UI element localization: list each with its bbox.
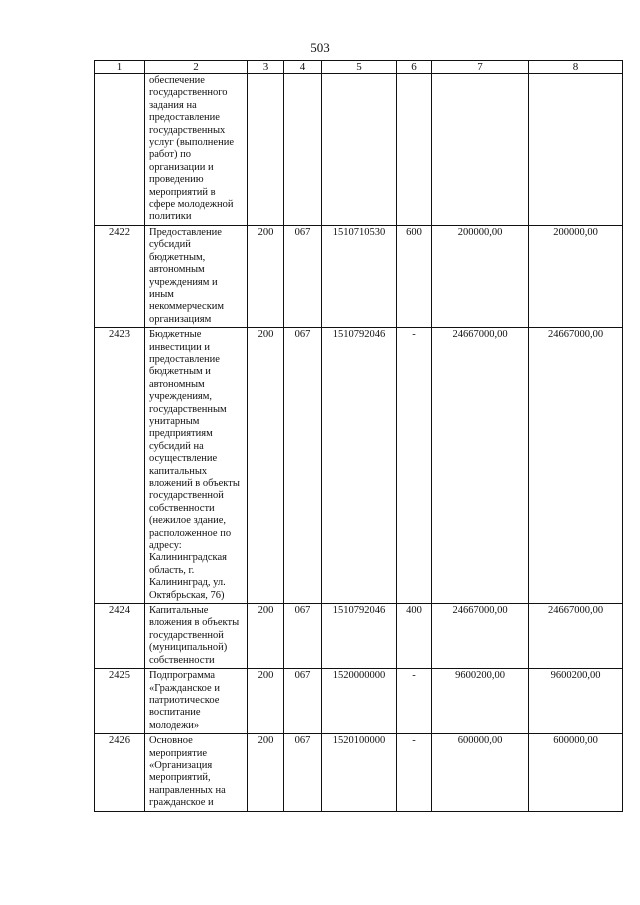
table-row <box>95 734 623 811</box>
amount-cell: 9600200,00 <box>432 669 529 734</box>
code-cell: 200 <box>248 669 284 734</box>
expense-type-cell: - <box>397 669 432 734</box>
column-header: 4 <box>284 61 322 74</box>
amount-cell <box>529 74 623 226</box>
row-name-cell: Бюджетные инвестиции и предоставление бюджетным и автономным учреждениям, государственным унитарным предприятиям субсидий на осуществление капитальных вложений в объекты государственной собственности (нежилое здание, расположенное по адресу: Калининградская область, г. Калининград, ул. Октябрьская, 76) <box>145 328 248 604</box>
amount-cell: 24667000,00 <box>529 604 623 669</box>
amount-cell: 24667000,00 <box>432 328 529 604</box>
amount-cell: 24667000,00 <box>529 328 623 604</box>
target-code-cell: 1520000000 <box>322 669 397 734</box>
code-cell: 200 <box>248 328 284 604</box>
budget-table <box>94 60 623 812</box>
table-row <box>95 669 623 734</box>
amount-cell: 24667000,00 <box>432 604 529 669</box>
code-cell: 200 <box>248 604 284 669</box>
row-number-cell: 2425 <box>95 669 145 734</box>
header-row <box>95 61 623 74</box>
target-code-cell: 1510710530 <box>322 225 397 327</box>
expense-type-cell: 400 <box>397 604 432 669</box>
row-name-cell: Подпрограмма «Гражданское и патриотическое воспитание молодежи» <box>145 669 248 734</box>
code-cell: 067 <box>284 604 322 669</box>
code-cell: 067 <box>284 328 322 604</box>
target-code-cell: 1510792046 <box>322 604 397 669</box>
column-header: 3 <box>248 61 284 74</box>
column-header: 5 <box>322 61 397 74</box>
row-number-cell: 2423 <box>95 328 145 604</box>
amount-cell: 200000,00 <box>529 225 623 327</box>
target-code-cell: 1510792046 <box>322 328 397 604</box>
row-number-cell: 2424 <box>95 604 145 669</box>
table-row <box>95 328 623 604</box>
row-number-cell: 2422 <box>95 225 145 327</box>
row-name-cell: обеспечение государственного задания на предоставление государственных услуг (выполнение работ) по организации и проведению мероприятий в сфере молодежной политики <box>145 74 248 226</box>
amount-cell: 200000,00 <box>432 225 529 327</box>
target-code-cell: 1520100000 <box>322 734 397 811</box>
row-name-cell: Основное мероприятие «Организация мероприятий, направленных на гражданское и <box>145 734 248 811</box>
column-header: 6 <box>397 61 432 74</box>
table-row <box>95 604 623 669</box>
code-cell: 067 <box>284 734 322 811</box>
expense-type-cell: - <box>397 328 432 604</box>
code-cell <box>284 74 322 226</box>
expense-type-cell <box>397 74 432 226</box>
amount-cell: 600000,00 <box>432 734 529 811</box>
amount-cell: 9600200,00 <box>529 669 623 734</box>
row-number-cell <box>95 74 145 226</box>
expense-type-cell: 600 <box>397 225 432 327</box>
table-row <box>95 225 623 327</box>
code-cell: 067 <box>284 669 322 734</box>
page-number: 503 <box>310 40 330 55</box>
code-cell <box>248 74 284 226</box>
amount-cell <box>432 74 529 226</box>
column-header: 2 <box>145 61 248 74</box>
row-name-cell: Капитальные вложения в объекты государственной (муниципальной) собственности <box>145 604 248 669</box>
column-header: 8 <box>529 61 623 74</box>
code-cell: 200 <box>248 225 284 327</box>
row-name-cell: Предоставление субсидий бюджетным, автономным учреждениям и иным некоммерческим организациям <box>145 225 248 327</box>
expense-type-cell: - <box>397 734 432 811</box>
row-number-cell: 2426 <box>95 734 145 811</box>
target-code-cell <box>322 74 397 226</box>
column-header: 7 <box>432 61 529 74</box>
code-cell: 200 <box>248 734 284 811</box>
column-header: 1 <box>95 61 145 74</box>
amount-cell: 600000,00 <box>529 734 623 811</box>
code-cell: 067 <box>284 225 322 327</box>
table-row <box>95 74 623 226</box>
